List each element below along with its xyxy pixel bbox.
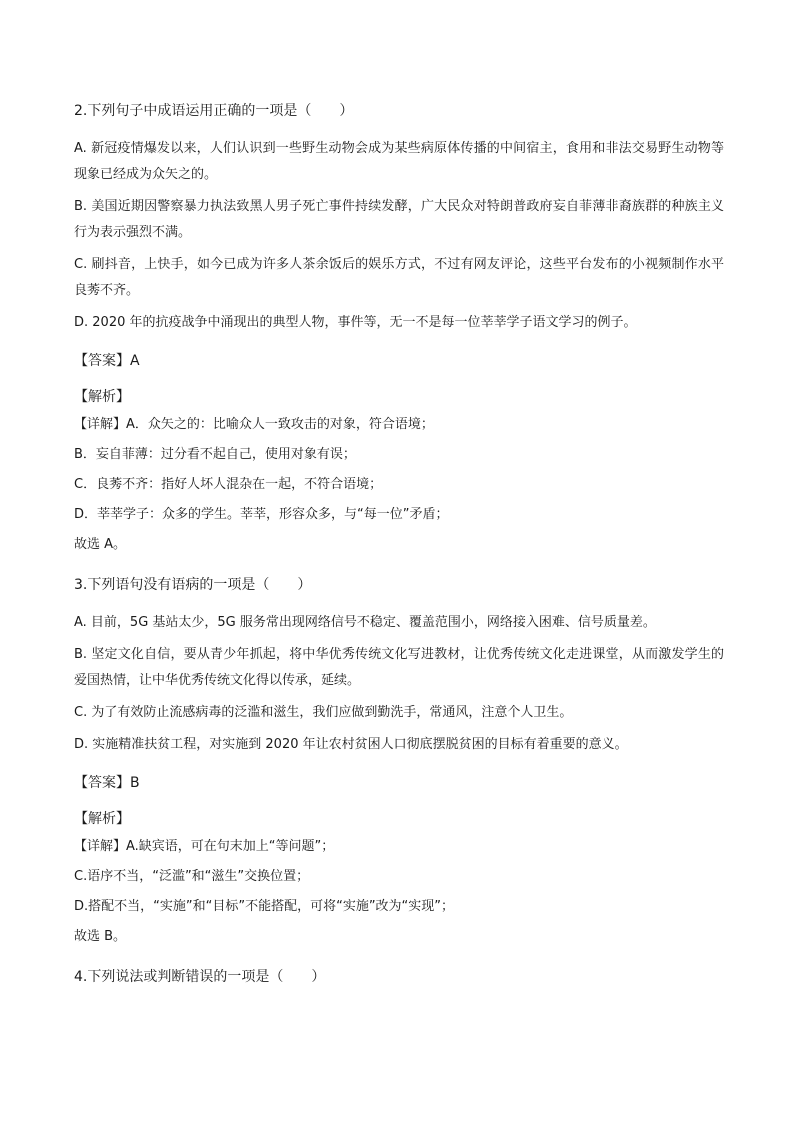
detail-line: 故选 B。 [74,929,127,944]
detail-line: 【详解】A．众矢之的：比喻众人一致攻击的对象，符合语境； [74,417,434,432]
answer: 【答案】B [74,775,140,791]
option-d: D. 2020 年的抗疫战争中涌现出的典型人物，事件等，无一不是每一位莘莘学子语文学习的例子。 [74,315,637,330]
detail-line: C．良莠不齐：指好人坏人混杂在一起，不符合语境； [74,477,383,492]
question-title: 2.下列句子中成语运用正确的一项是（ ） [74,103,354,119]
question-4 [74,966,724,988]
analysis-label: 【解析】 [74,811,130,827]
option-a: A. 目前，5G 基站太少，5G 服务常出现网络信号不稳定、覆盖范围小，网络接入困难、信号质量差。 [74,615,656,630]
detail-line: 【详解】A.缺宾语，可在句末加上“等问题”； [74,839,335,854]
option-c: C. 刷抖音，上快手，如今已成为许多人茶余饭后的娱乐方式，不过有网友评论，这些平台发布的小视频制作水平良莠不齐。 [74,257,724,298]
question-title: 3.下列语句没有语病的一项是（ ） [74,577,312,593]
option-d: D. 实施精准扶贫工程，对实施到 2020 年让农村贫困人口彻底摆脱贫困的目标有着重要的意义。 [74,737,628,752]
detail-line: D.搭配不当，“实施”和“目标”不能搭配，可将“实施”改为“实现”； [74,899,455,914]
option-b: B. 美国近期因警察暴力执法致黑人男子死亡事件持续发酵，广大民众对特朗普政府妄自菲薄非裔族群的种族主义行为表示强烈不满。 [74,199,724,240]
option-a: A. 新冠疫情爆发以来，人们认识到一些野生动物会成为某些病原体传播的中间宿主，食用和非法交易野生动物等现象已经成为众矢之的。 [74,141,724,182]
question-3 [74,574,724,948]
detail-line: C.语序不当，“泛滥”和“滋生”交换位置； [74,869,310,884]
analysis-label: 【解析】 [74,389,130,405]
option-b: B. 坚定文化自信，要从青少年抓起，将中华优秀传统文化写进教材，让优秀传统文化走进课堂，从而激发学生的爱国热情，让中华优秀传统文化得以传承，延续。 [74,647,724,688]
answer: 【答案】A [74,353,140,369]
question-title: 4.下列说法或判断错误的一项是（ ） [74,969,326,985]
detail-line: B．妄自菲薄：过分看不起自己，使用对象有误； [74,447,356,462]
detail-line: 故选 A。 [74,537,127,552]
exam-page [74,100,724,1002]
option-c: C. 为了有效防止流感病毒的泛滥和滋生，我们应做到勤洗手，常通风，注意个人卫生。 [74,705,573,720]
detail-line: D．莘莘学子：众多的学生。莘莘，形容众多，与“每一位”矛盾； [74,507,449,522]
question-2 [74,100,724,556]
